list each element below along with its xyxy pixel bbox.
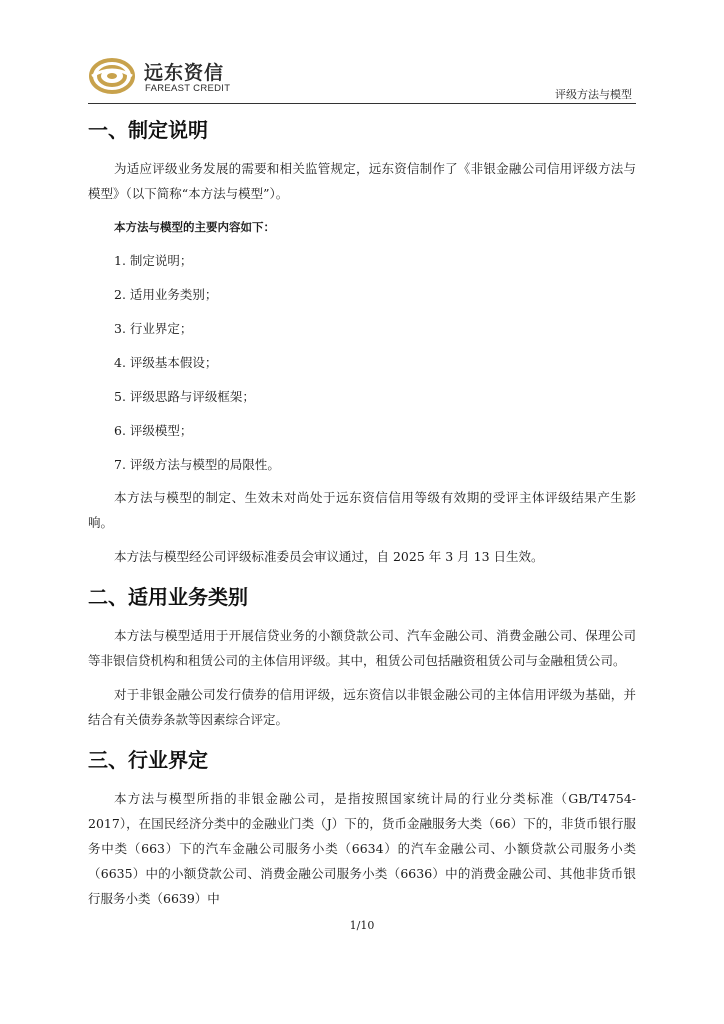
document-title: 评级方法与模型 [555,88,632,101]
list-item: 4. 评级基本假设； [114,355,218,370]
page-content [88,116,636,906]
section-1-para-2: 本方法与模型的制定、生效未对尚处于远东资信信用等级有效期的受评主体评级结果产生影响。 [88,490,636,530]
section-1-para-3: 本方法与模型经公司评级标准委员会审议通过，自 2025 年 3 月 13 日生效。 [114,549,544,564]
list-item: 5. 评级思路与评级框架； [114,389,255,404]
header-divider [88,103,636,104]
list-item: 2. 适用业务类别； [114,287,218,302]
list-item: 6. 评级模型； [114,423,193,438]
section-1-intro: 为适应评级业务发展的需要和相关监管规定，远东资信制作了《非银金融公司信用评级方法与模型》（以下简称“本方法与模型”）。 [88,161,636,201]
list-item: 3. 行业界定； [114,321,193,336]
logo-text-en: FAREAST CREDIT [145,83,231,94]
section-2-para-2: 对于非银金融公司发行债券的信用评级，远东资信以非银金融公司的主体信用评级为基础，并结合有关债券条款等因素综合评定。 [88,687,636,727]
contents-list-heading: 本方法与模型的主要内容如下： [114,220,275,234]
logo-text-cn: 远东资信 [144,62,225,84]
section-3-heading: 三、行业界定 [88,748,208,772]
contents-list [88,248,636,477]
list-item: 7. 评级方法与模型的局限性。 [114,457,280,472]
section-1-heading: 一、制定说明 [88,118,208,142]
fareast-logo-icon [88,56,136,96]
section-2-heading: 二、适用业务类别 [88,585,248,609]
page-number: 1/10 [349,919,375,932]
page-header [88,54,636,102]
list-item: 1. 制定说明； [114,253,193,268]
section-2-para-1: 本方法与模型适用于开展信贷业务的小额贷款公司、汽车金融公司、消费金融公司、保理公司等非银信贷机构和租赁公司的主体信用评级。其中，租赁公司包括融资租赁公司与金融租赁公司。 [88,628,636,668]
section-3-para-1: 本方法与模型所指的非银金融公司，是指按照国家统计局的行业分类标准（GB/T4754-2017），在国民经济分类中的金融业门类（J）下的，货币金融服务大类（66）下的，非货币银行服务中类（663）下的汽车金融公司服务小类（6634）的汽车金融公司、小额贷款公司服务小类（6635）中的小额贷款公司、消费金融公司服务小类（6636）中的消费金融公司、其他非货币银行服务小类（6639）中 [88,791,636,906]
